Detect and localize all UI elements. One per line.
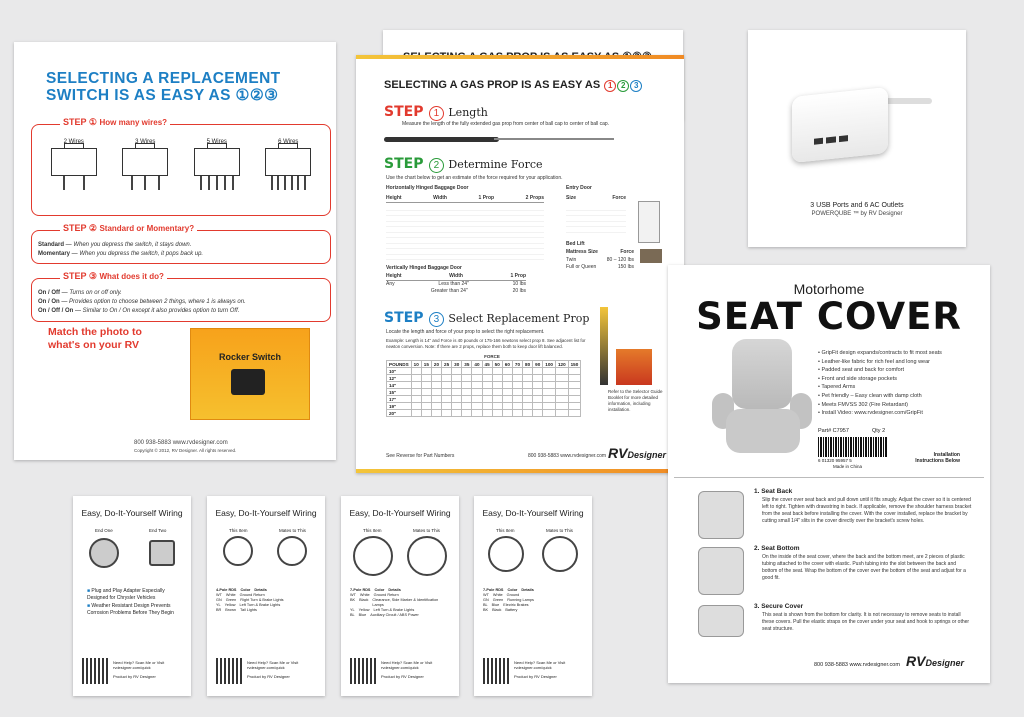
grid-cell — [533, 410, 543, 417]
grid-cell — [492, 368, 502, 375]
grid-cell — [421, 396, 431, 403]
grid-cell — [421, 403, 431, 410]
grid-cell — [492, 382, 502, 389]
mates-to-label: Mates to This — [546, 528, 573, 533]
product-text: Product by RV Designer — [113, 674, 156, 679]
grid-cell — [543, 396, 556, 403]
powerqube-card — [748, 30, 966, 247]
made-in: Made in China — [833, 464, 863, 469]
seat-cover-supertitle: Motorhome — [793, 281, 865, 297]
entry-door-icon — [638, 201, 660, 243]
grid-cell — [543, 410, 556, 417]
length-row-header: 19" — [387, 403, 412, 410]
barcode — [818, 437, 888, 457]
gas-step3-desc: Locate the length and force of your prop to select the right replacement. — [386, 329, 545, 335]
powerqube-subcaption: POWERQUBE ™ by RV Designer — [811, 211, 903, 217]
grid-cell — [452, 396, 462, 403]
grid-cell — [533, 396, 543, 403]
pin-table: 4-Pole RDS Color Details WT White Ground Return GN Green Right Turn & Brake Lights YL Yellow Left Turn & Brake Lights BR Brown Tail Lights — [216, 588, 284, 612]
step3-text: This seat is shown from the bottom for clarity. It is not necessary to remove seats to install these covers. Pull the elastic straps on the cover under your seat and hook to springs or other seat structure. — [762, 612, 970, 632]
gas-prop-image — [384, 135, 614, 143]
qr-code — [350, 658, 376, 684]
qr-code — [216, 658, 242, 684]
grid-cell — [533, 389, 543, 396]
grid-cell — [482, 375, 492, 382]
grid-cell — [555, 389, 568, 396]
prop-selection-grid: FORCE POUNDS 10 15 20 25 30 35 40 45 50 60 70 80 90 100 120 150 10" 12" 14" 15" 17" 19" 20" — [386, 353, 598, 417]
vertical-door-table: Height Width 1 Prop Any Less than 24" 10 lbs Greater than 24" 20 lbs — [386, 273, 526, 294]
grid-cell — [512, 410, 522, 417]
part-number: Part# C7957 — [818, 428, 849, 434]
grid-cell — [421, 375, 431, 382]
grid-cell — [462, 410, 472, 417]
help-text: Need Help? Scan Me or Visit rvdesigner.com/quick — [247, 660, 299, 670]
grid-cell — [543, 389, 556, 396]
connector-7blade-icon — [488, 536, 524, 572]
feature-item: • Leather-like fabric for rich feel and long wear — [818, 358, 930, 365]
grid-cell — [502, 410, 512, 417]
force-col-header: 10 — [411, 361, 421, 368]
connector-end-two-icon — [149, 540, 175, 566]
seat-bottom-diagram — [698, 547, 744, 595]
grid-cell — [431, 368, 441, 375]
grid-cell — [431, 410, 441, 417]
force-col-header: 120 — [555, 361, 568, 368]
gas-prop-title: SELECTING A GAS PROP IS AS EASY AS 1 2 3 — [356, 59, 684, 92]
seat-footer: 800 938-5883 www.rvdesigner.com — [814, 662, 900, 668]
gas-example: Example: Length is 14" and Force is 40 pounds or 175-166 newtons select prop 8. See adjacent list for newton conversion. Note: If there are 2 props, replace them both to keep door lift balanced. — [386, 338, 586, 349]
grid-cell — [431, 382, 441, 389]
force-col-header: 70 — [512, 361, 522, 368]
length-row-header: 20" — [387, 410, 412, 417]
bed-lift-table: Twin 80 – 120 lbs Full or Queen 150 lbs — [566, 257, 634, 270]
entry-door-table — [566, 205, 626, 237]
grid-cell — [411, 410, 421, 417]
qr-code — [82, 658, 108, 684]
hinged-door-table — [386, 205, 544, 261]
grid-cell — [442, 382, 452, 389]
grid-cell — [568, 396, 581, 403]
grid-cell — [568, 375, 581, 382]
gas-step2: STEP 2 Determine Force — [384, 156, 543, 172]
gas-step1-desc: Measure the length of the fully extended gas prop from center of ball cap to center of ball cap. — [402, 121, 610, 127]
rocker-switch-package — [190, 328, 310, 420]
grid-cell — [472, 382, 482, 389]
hinged-door-label: Horizontally Hinged Baggage Door — [386, 185, 469, 191]
force-col-header: 40 — [472, 361, 482, 368]
grid-cell — [472, 389, 482, 396]
grid-cell — [462, 389, 472, 396]
grid-cell — [431, 396, 441, 403]
force-col-header: 90 — [533, 361, 543, 368]
grid-cell — [472, 396, 482, 403]
grid-cell — [421, 389, 431, 396]
grid-cell — [512, 375, 522, 382]
grid-cell — [462, 375, 472, 382]
prop-grid-table — [386, 360, 581, 417]
bullet-item: ■ Plug and Play Adapter Especially Designed for Chrysler Vehicles — [87, 588, 165, 601]
grid-cell — [411, 403, 421, 410]
wiring-bullets — [87, 588, 183, 616]
grid-cell — [555, 396, 568, 403]
entry-door-header: Size Force — [566, 195, 626, 201]
step1-text: Slip the cover over seat back and pull down until it fits snugly. Adjust the cover so it is centered left to right. Tighten with drawstring in back. If applicable, remove the shoulder harness bracket from the seat back before installing the cover. With the cover installed, replace the bracket by cutting small 1/4" slits in the cover directly over the bracket's screw holes. — [762, 497, 972, 524]
end-two-label: End Two — [149, 528, 167, 533]
grid-cell — [452, 403, 462, 410]
grid-cell — [502, 375, 512, 382]
grid-cell — [533, 382, 543, 389]
grid-cell — [523, 396, 533, 403]
grid-cell — [502, 382, 512, 389]
feature-item: • Tapered Arms — [818, 384, 856, 391]
bed-lift-header: Mattress Size Force — [566, 249, 634, 255]
switch-footer: 800 938-5883 www.rvdesigner.com — [134, 440, 228, 446]
help-text: Need Help? Scan Me or Visit rvdesigner.com/quick — [381, 660, 433, 670]
grid-cell — [421, 368, 431, 375]
vertical-door-label: Vertically Hinged Baggage Door — [386, 265, 462, 271]
grid-cell — [472, 375, 482, 382]
grid-cell — [523, 382, 533, 389]
grid-cell — [492, 410, 502, 417]
match-photo-text: Match the photo to what's on your RV — [48, 326, 142, 351]
wire-diagram: 2 Wires — [51, 139, 97, 190]
end-one-label: End One — [95, 528, 113, 533]
quantity: Qty 2 — [872, 428, 886, 434]
seat-back-diagram — [698, 491, 744, 539]
see-reverse: See Reverse for Part Numbers — [386, 453, 455, 459]
length-row-header: 10" — [387, 368, 412, 375]
force-col-header: 150 — [568, 361, 581, 368]
connector-4pole-mate-icon — [277, 536, 307, 566]
grid-cell — [492, 403, 502, 410]
length-row-header: 12" — [387, 375, 412, 382]
product-text: Product by RV Designer — [514, 674, 557, 679]
grid-cell — [482, 403, 492, 410]
this-item-label: This Item — [229, 528, 248, 533]
feature-item: • Pet friendly – Easy clean with damp cloth — [818, 392, 922, 399]
wire-diagram: 6 Wires — [265, 139, 311, 190]
selector-guide-image — [616, 349, 652, 385]
step2-title: 2. Seat Bottom — [754, 545, 800, 552]
wiring-card-title: Easy, Do-It-Yourself Wiring — [349, 508, 451, 518]
help-text: Need Help? Scan Me or Visit rvdesigner.com/quick — [113, 660, 165, 670]
connector-7pole-icon — [353, 536, 393, 576]
grid-cell — [523, 375, 533, 382]
wiring-card — [207, 496, 325, 696]
force-col-header: 30 — [452, 361, 462, 368]
grid-cell — [555, 410, 568, 417]
seat-underside-diagram — [698, 605, 744, 637]
product-name: Rocker Switch — [218, 352, 282, 362]
grid-cell — [482, 368, 492, 375]
grid-cell — [533, 403, 543, 410]
grid-cell — [442, 403, 452, 410]
wiring-card-title: Easy, Do-It-Yourself Wiring — [482, 508, 584, 518]
powerqube-image — [792, 87, 888, 163]
force-col-header: 25 — [442, 361, 452, 368]
switch-step3-box: STEP ③ What does it do? On / Off — Turns on or off only. On / On — Provides option to choose between 2 things, where 1 is always on. On / Off / On — Similar to On / On except it also provides option to turn Off. — [31, 278, 331, 322]
switch-step3-label: STEP ③ What does it do? — [60, 271, 167, 282]
grid-cell — [462, 396, 472, 403]
gas-prop-selector-card — [356, 55, 684, 473]
gas-step3: STEP 3 Select Replacement Prop — [384, 310, 590, 326]
grid-cell — [472, 403, 482, 410]
grid-cell — [421, 410, 431, 417]
grid-cell — [442, 396, 452, 403]
step3-title: 3. Secure Cover — [754, 603, 804, 610]
feature-item: • Install Video: www.rvdesigner.com/GripFit — [818, 410, 923, 417]
grid-cell — [568, 382, 581, 389]
mates-to-label: Mates to This — [279, 528, 306, 533]
refer-text: Refer to the Selector Guide Booklet for more detailed information, including installation. — [608, 389, 663, 412]
grid-cell — [512, 403, 522, 410]
grid-cell — [452, 375, 462, 382]
entry-door-label: Entry Door — [566, 185, 592, 191]
wire-diagram: 5 Wires — [194, 139, 240, 190]
wiring-card-title: Easy, Do-It-Yourself Wiring — [81, 508, 183, 518]
grid-cell — [482, 382, 492, 389]
grid-cell — [482, 389, 492, 396]
grid-cell — [442, 375, 452, 382]
grid-cell — [411, 396, 421, 403]
powerqube-caption: 3 USB Ports and 6 AC Outlets — [810, 202, 904, 209]
connector-7pole-mate-icon — [407, 536, 447, 576]
force-col-header: 50 — [492, 361, 502, 368]
grid-cell — [442, 389, 452, 396]
grid-cell — [411, 375, 421, 382]
wiring-card-title: Easy, Do-It-Yourself Wiring — [215, 508, 317, 518]
pin-table: 7-Pole RDS Color Details WT White Ground GN Green Running Lamps BL Blue Electric Brakes BK Black Battery — [483, 588, 534, 612]
connector-7blade-mate-icon — [542, 536, 578, 572]
grid-cell — [555, 403, 568, 410]
switch-step1-label: STEP ① How many wires? — [60, 117, 170, 128]
grid-cell — [462, 382, 472, 389]
gas-step2-desc: Use the chart below to get an estimate of the force required for your application. — [386, 175, 563, 181]
connector-end-one-icon — [89, 538, 119, 568]
grid-cell — [543, 368, 556, 375]
grid-cell — [482, 396, 492, 403]
force-col-header: 100 — [543, 361, 556, 368]
grid-cell — [512, 396, 522, 403]
pin-table: 7-Pole RDS Color Details WT White Ground Return BK Black Clearance, Side Marker & Identification Lamps YL Yellow Left Turn & Brake Lights BL Blue Auxiliary Circuit / ABS Power — [350, 588, 439, 617]
grid-cell — [472, 368, 482, 375]
length-row-header: 17" — [387, 396, 412, 403]
wiring-card — [474, 496, 592, 696]
grid-cell — [568, 410, 581, 417]
wire-diagrams — [32, 125, 330, 190]
grid-cell — [523, 368, 533, 375]
grid-cell — [543, 403, 556, 410]
grid-cell — [533, 368, 543, 375]
grid-cell — [555, 382, 568, 389]
grid-cell — [411, 368, 421, 375]
grid-cell — [431, 375, 441, 382]
this-item-label: This Item — [363, 528, 382, 533]
grid-cell — [512, 368, 522, 375]
grid-cell — [502, 389, 512, 396]
length-row-header: 14" — [387, 382, 412, 389]
switch-title — [46, 70, 322, 104]
grid-cell — [452, 382, 462, 389]
grid-cell — [462, 403, 472, 410]
seat-cover-title: SEAT COVER — [696, 295, 962, 338]
mates-to-label: Mates to This — [413, 528, 440, 533]
grid-cell — [555, 375, 568, 382]
force-col-header: 80 — [523, 361, 533, 368]
pounds-header: POUNDS — [387, 361, 412, 368]
grid-cell — [533, 375, 543, 382]
switch-title-line2: SWITCH IS AS EASY AS ①②③ — [46, 87, 279, 104]
hinged-door-header: Height Width 1 Prop 2 Props — [386, 195, 544, 201]
grid-cell — [512, 382, 522, 389]
grid-cell — [452, 368, 462, 375]
bed-icon — [640, 249, 662, 263]
help-text: Need Help? Scan Me or Visit rvdesigner.com/quick — [514, 660, 566, 670]
gas-prop-vertical-image — [600, 307, 608, 385]
grid-cell — [555, 368, 568, 375]
wire-diagram: 3 Wires — [122, 139, 168, 190]
grid-cell — [442, 368, 452, 375]
feature-item: • Meets FMVSS 302 (Fire Retardant) — [818, 401, 908, 408]
bed-lift-label: Bed Lift — [566, 241, 585, 247]
force-col-header: 35 — [462, 361, 472, 368]
seat-brand-logo: RVDesigner — [906, 653, 964, 669]
grid-cell — [482, 410, 492, 417]
grid-cell — [523, 403, 533, 410]
product-text: Product by RV Designer — [381, 674, 424, 679]
grid-cell — [472, 410, 482, 417]
feature-item: • Padded seat and back for comfort — [818, 367, 905, 374]
feature-item: • Front and side storage pockets — [818, 375, 897, 382]
this-item-label: This Item — [496, 528, 515, 533]
grid-cell — [492, 396, 502, 403]
switch-step1-box — [31, 117, 331, 216]
feature-item: • GripFit design expands/contracts to fit most seats — [818, 350, 942, 356]
grid-cell — [568, 368, 581, 375]
grid-cell — [543, 375, 556, 382]
switch-title-line1: SELECTING A REPLACEMENT — [46, 70, 281, 87]
grid-cell — [523, 389, 533, 396]
barcode-number: 6 01320 95957 5 — [818, 458, 852, 463]
step1-title: 1. Seat Back — [754, 488, 793, 495]
grid-cell — [431, 389, 441, 396]
bullet-item: ■ Weather Resistant Design Prevents Corrosion Problems Before They Begin — [87, 603, 174, 616]
wiring-card — [341, 496, 459, 696]
switch-step2-box: STEP ② Standard or Momentary? Standard — When you depress the switch, it stays down. Momentary — When you depress the switch, it pops back up. — [31, 230, 331, 264]
grid-cell — [452, 410, 462, 417]
grid-cell — [502, 403, 512, 410]
force-col-header: 60 — [502, 361, 512, 368]
grid-cell — [421, 382, 431, 389]
grid-cell — [502, 396, 512, 403]
force-col-header: 20 — [431, 361, 441, 368]
switch-copyright: Copyright © 2012, RV Designer. All rights reserved. — [134, 448, 237, 453]
connector-4pole-icon — [223, 536, 253, 566]
switch-selector-card — [14, 42, 336, 460]
grid-cell — [512, 389, 522, 396]
qr-code — [483, 658, 509, 684]
grid-cell — [492, 375, 502, 382]
length-row-header: 15" — [387, 389, 412, 396]
product-text: Product by RV Designer — [247, 674, 290, 679]
rocker-switch-icon — [231, 369, 265, 395]
grid-cell — [568, 403, 581, 410]
grid-cell — [543, 382, 556, 389]
grid-cell — [411, 389, 421, 396]
install-note: Installation Instructions Below — [915, 452, 960, 464]
grid-cell — [442, 410, 452, 417]
force-col-header: 45 — [482, 361, 492, 368]
gas-brand-logo: RVDesigner — [608, 445, 666, 461]
grid-cell — [462, 368, 472, 375]
switch-step2-label: STEP ② Standard or Momentary? — [60, 223, 197, 234]
force-col-header: 15 — [421, 361, 431, 368]
gas-footer: 800 938-5883 www.rvdesigner.com — [528, 453, 607, 459]
wiring-card — [73, 496, 191, 696]
seat-cover-card — [668, 265, 990, 683]
grid-cell — [502, 368, 512, 375]
grid-cell — [523, 410, 533, 417]
step2-text: On the inside of the seat cover, where the back and the bottom meet, are 2 pieces of plastic tubing attached to the cover with elastic. Push tubing into the slot between the back and bottom of the seat. Wrap the bottom of the cover over the bottom of the seat and adjust for a good fit. — [762, 554, 966, 581]
grid-cell — [568, 389, 581, 396]
grid-cell — [431, 403, 441, 410]
grid-cell — [452, 389, 462, 396]
grid-cell — [492, 389, 502, 396]
feature-list — [818, 349, 942, 418]
gas-step1: STEP 1 Length — [384, 104, 488, 120]
grid-cell — [411, 382, 421, 389]
